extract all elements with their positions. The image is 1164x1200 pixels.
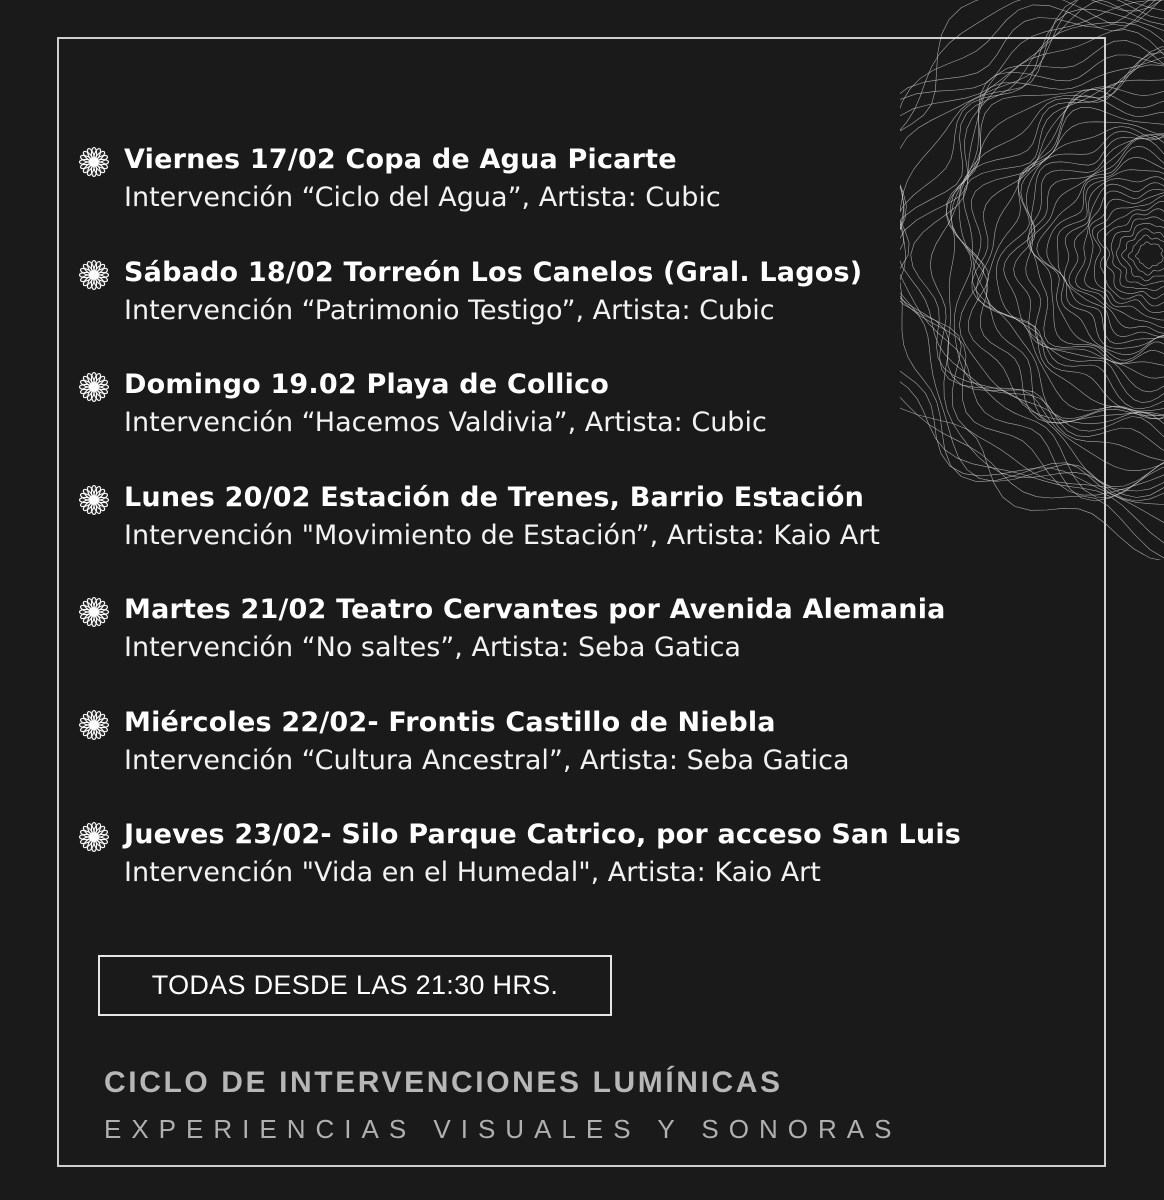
mandala-flower-icon <box>78 709 110 741</box>
event-title: Lunes 20/02 Estación de Trenes, Barrio Estación <box>124 481 864 513</box>
mandala-flower-icon <box>78 484 110 516</box>
event-detail: Intervención “Ciclo del Agua”, Artista: Cubic <box>124 182 721 213</box>
event-detail: Intervención “Hacemos Valdivia”, Artista: Cubic <box>124 407 767 438</box>
footer-title: CICLO DE INTERVENCIONES LUMÍNICAS <box>104 1066 783 1099</box>
event-title: Domingo 19.02 Playa de Collico <box>124 369 610 400</box>
globe-contour-line <box>1029 134 1164 366</box>
event-detail: Intervención “Cultura Ancestral”, Artista: Seba Gatica <box>124 744 850 776</box>
event-title: Miércoles 22/02- Frontis Castillo de Niebla <box>124 706 776 738</box>
mandala-flower-icon <box>78 821 110 853</box>
event-detail: Intervención “No saltes”, Artista: Seba Gatica <box>124 632 741 663</box>
globe-contour-line <box>1128 235 1164 275</box>
globe-contour-line <box>1092 196 1164 313</box>
event-title: Viernes 17/02 Copa de Agua Picarte <box>124 144 677 175</box>
globe-contour-line <box>1028 135 1164 363</box>
event-title: Martes 21/02 Teatro Cervantes por Avenida Alemania <box>124 594 946 625</box>
event-list <box>78 140 1038 928</box>
event-item <box>78 140 1038 253</box>
event-item <box>78 478 1038 591</box>
globe-contour-line <box>1111 217 1164 291</box>
mandala-flower-icon <box>78 596 110 628</box>
globe-contour-line <box>1136 242 1164 269</box>
event-item <box>78 590 1038 703</box>
event-item <box>78 815 1038 928</box>
globe-contour-line <box>1026 132 1164 379</box>
event-detail: Intervención "Vida en el Humedal", Artista: Kaio Art <box>124 857 821 888</box>
globe-contour-line <box>1057 170 1164 344</box>
event-title: Sábado 18/02 Torreón Los Canelos (Gral. Lagos) <box>124 256 863 288</box>
event-detail: Intervención “Patrimonio Testigo”, Artista: Cubic <box>124 294 775 326</box>
event-detail: Intervención "Movimiento de Estación”, Artista: Kaio Art <box>124 519 880 551</box>
event-title: Jueves 23/02- Silo Parque Catrico, por acceso San Luis <box>124 819 962 850</box>
event-item <box>78 703 1038 816</box>
footer-subtitle: EXPERIENCIAS VISUALES Y SONORAS <box>104 1114 902 1144</box>
event-item <box>78 365 1038 478</box>
mandala-flower-icon <box>78 371 110 403</box>
globe-contour-line <box>1064 177 1164 337</box>
schedule-time-notice: TODAS DESDE LAS 21:30 HRS. <box>98 955 612 1016</box>
mandala-flower-icon <box>78 146 110 178</box>
event-item <box>78 253 1038 366</box>
mandala-flower-icon <box>78 259 110 291</box>
